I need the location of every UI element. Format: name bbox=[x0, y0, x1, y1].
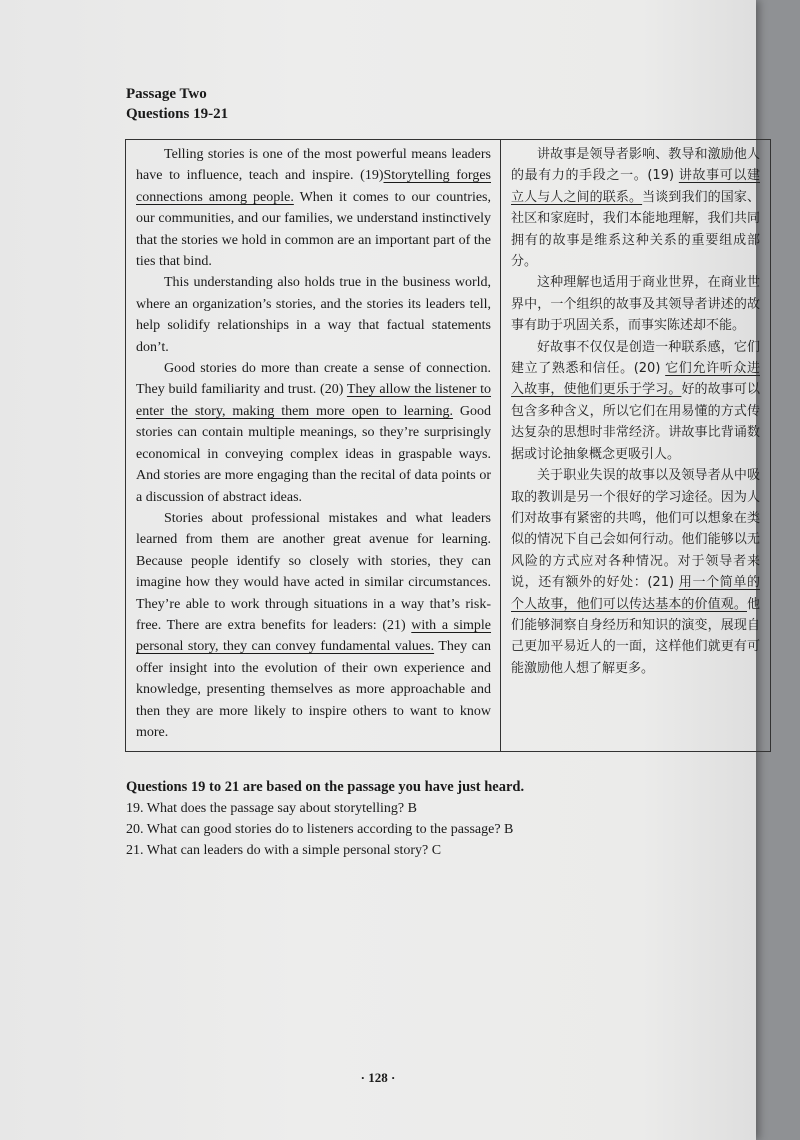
answer-underline-20: They allow the listener to enter the story, making them more open to learning. bbox=[136, 382, 492, 419]
chinese-underline-21: 用一个简单的个人故事，他们可以传达基本的价值观。 bbox=[511, 575, 760, 612]
english-column bbox=[126, 140, 501, 751]
questions-range: Questions 19-21 bbox=[126, 106, 229, 122]
chinese-underline-19: 讲故事可以建立人与人之间的联系。 bbox=[511, 168, 760, 205]
question-21: 21. What can leaders do with a simple personal story? C bbox=[126, 843, 442, 858]
chinese-paragraph-1: 讲故事是领导者影响、教导和激励他人的最有力的手段之一。(19) 讲故事可以建立人与人之间的联系。当谈到我们的国家、社区和家庭时，我们本能地理解，我们共同拥有的故事是维系这种关系的重要组成部分。 bbox=[511, 147, 760, 270]
chinese-paragraph-2: 这种理解也适用于商业世界，在商业世界中，一个组织的故事及其领导者讲述的故事有助于巩固关系，而事实陈述却不能。 bbox=[511, 275, 760, 334]
questions-title: Questions 19 to 21 are based on the passage you have just heard. bbox=[126, 779, 525, 795]
english-paragraph-1: Telling stories is one of the most powerful means leaders have to influence, teach and inspire. (19)Storytelling forges connections among people. When it comes to our countries, our communities, and our families, we understand instinctively that the stories we hold in common are an important part of the ties that bind. bbox=[136, 147, 491, 270]
answer-underline-19: Storytelling forges connections among people. bbox=[136, 168, 491, 205]
page-number: · 128 · bbox=[360, 1070, 396, 1085]
english-paragraph-2: This understanding also holds true in the business world, where an organization’s stories, and the stories its leaders tell, help solidify relationships in a way that factual statements don’t. bbox=[136, 275, 491, 355]
passage-title: Passage Two bbox=[126, 86, 207, 102]
question-20: 20. What can good stories do to listeners according to the passage? B bbox=[126, 822, 514, 837]
chinese-column bbox=[501, 140, 770, 751]
question-19: 19. What does the passage say about storytelling? B bbox=[126, 801, 417, 816]
chinese-paragraph-4: 关于职业失误的故事以及领导者从中吸取的教训是另一个很好的学习途径。因为人们对故事有紧密的共鸣，他们可以想象在类似的情况下自己会如何行动。他们能够以无风险的方式应对各种情况。对于领导者来说，还有额外的好处：(21) 用一个简单的个人故事，他们可以传达基本的价值观。他们能够洞察自身经历和知识的演变，展现自己更加平易近人的一面，这样他们就更有可能激励他人想了解更多。 bbox=[511, 468, 760, 676]
bilingual-passage-box bbox=[125, 139, 771, 752]
questions-section bbox=[126, 777, 524, 861]
answer-underline-21: with a simple personal story, they can convey fundamental values. bbox=[136, 617, 492, 655]
english-paragraph-3: Good stories do more than create a sense of connection. They build familiarity and trust. (20) They allow the listener to enter the story, making them more open to learning. Good stories can contain multiple meanings, so they’re surprisingly economical in conveying complex ideas in graspable ways. And stories are more engaging than the recital of data points or a discussion of abstract ideas. bbox=[136, 361, 492, 505]
chinese-paragraph-3: 好故事不仅仅是创造一种联系感，它们建立了熟悉和信任。(20) 它们允许听众进入故事，使他们更乐于学习。好的故事可以包含多种含义，所以它们在用易懂的方式传达复杂的思想时非常经济。讲故事比背诵数据或讨论抽象概念更吸引人。 bbox=[511, 339, 760, 462]
chinese-underline-20: 它们允许听众进入故事，使他们更乐于学习。 bbox=[511, 361, 760, 398]
english-paragraph-4: Stories about professional mistakes and what leaders learned from them are another great avenue for learning. Because people identify so closely with stories, they can imagine how they would have acted in similar circumstances. They’re able to work through situations in a way that’s risk-free. There are extra benefits for leaders: (21) with a simple personal story, they can convey fundamental values. They can offer insight into the evolution of their own experience and knowledge, presenting themselves as more approachable and then they are more likely to inspire others to want to know more. bbox=[136, 510, 492, 740]
